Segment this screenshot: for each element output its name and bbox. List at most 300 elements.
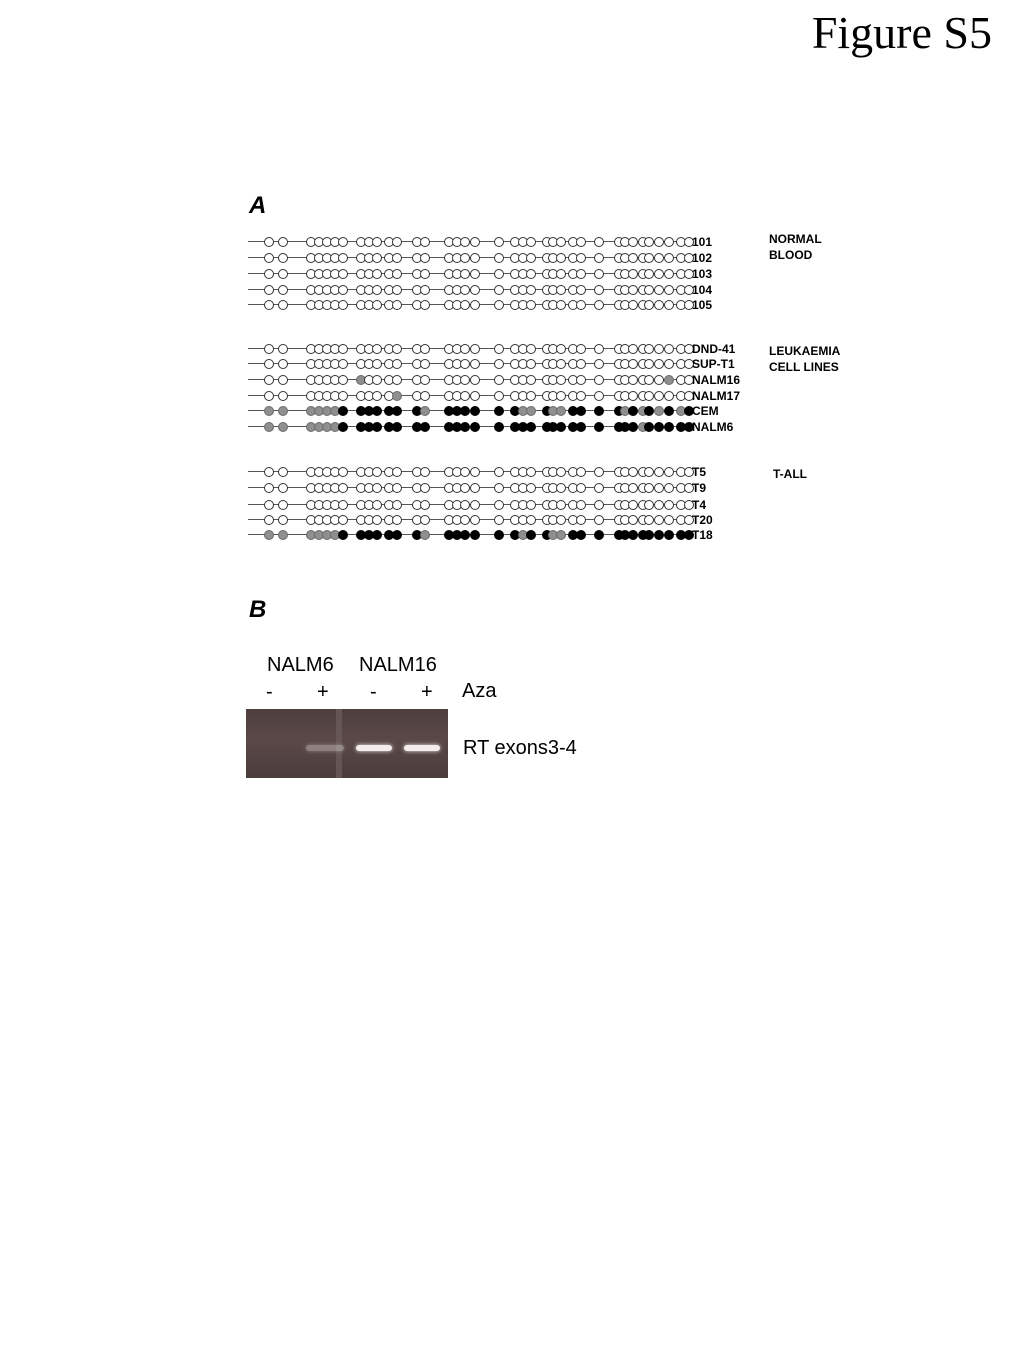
methylated-cpg — [338, 530, 348, 540]
treatment-label: Aza — [462, 680, 497, 702]
partially-methylated-cpg — [264, 530, 274, 540]
unmethylated-cpg — [628, 483, 638, 493]
methylated-cpg — [372, 530, 382, 540]
methylated-cpg — [594, 530, 604, 540]
group-label-line: NORMAL — [769, 232, 822, 246]
partially-methylated-cpg — [420, 530, 430, 540]
unmethylated-cpg — [338, 515, 348, 525]
unmethylated-cpg — [470, 285, 480, 295]
unmethylated-cpg — [338, 375, 348, 385]
unmethylated-cpg — [278, 253, 288, 263]
unmethylated-cpg — [644, 253, 654, 263]
unmethylated-cpg — [654, 285, 664, 295]
methylated-cpg — [526, 422, 536, 432]
unmethylated-cpg — [460, 375, 470, 385]
group-label-line: CELL LINES — [769, 360, 839, 374]
unmethylated-cpg — [460, 359, 470, 369]
methylated-cpg — [576, 422, 586, 432]
group-label-2 — [773, 466, 807, 482]
unmethylated-cpg — [460, 253, 470, 263]
unmethylated-cpg — [556, 359, 566, 369]
unmethylated-cpg — [470, 344, 480, 354]
unmethylated-cpg — [644, 391, 654, 401]
unmethylated-cpg — [594, 375, 604, 385]
unmethylated-cpg — [556, 253, 566, 263]
unmethylated-cpg — [264, 253, 274, 263]
group-label-line: BLOOD — [769, 248, 813, 262]
methylated-cpg — [338, 422, 348, 432]
unmethylated-cpg — [526, 285, 536, 295]
unmethylated-cpg — [392, 285, 402, 295]
unmethylated-cpg — [264, 269, 274, 279]
methylated-cpg — [494, 422, 504, 432]
unmethylated-cpg — [654, 253, 664, 263]
unmethylated-cpg — [526, 375, 536, 385]
unmethylated-cpg — [372, 515, 382, 525]
partially-methylated-cpg — [264, 406, 274, 416]
unmethylated-cpg — [278, 359, 288, 369]
unmethylated-cpg — [594, 269, 604, 279]
partially-methylated-cpg — [278, 406, 288, 416]
unmethylated-cpg — [576, 467, 586, 477]
unmethylated-cpg — [372, 391, 382, 401]
unmethylated-cpg — [556, 300, 566, 310]
methylation-row — [248, 283, 688, 297]
unmethylated-cpg — [264, 237, 274, 247]
unmethylated-cpg — [420, 237, 430, 247]
gel-cell-line-nalm16: NALM16 — [359, 654, 437, 676]
methylated-cpg — [420, 422, 430, 432]
unmethylated-cpg — [576, 391, 586, 401]
methylated-cpg — [628, 422, 638, 432]
unmethylated-cpg — [494, 483, 504, 493]
partially-methylated-cpg — [392, 391, 402, 401]
row-label: T5 — [692, 465, 707, 479]
unmethylated-cpg — [372, 359, 382, 369]
gel-band-3 — [356, 745, 392, 751]
unmethylated-cpg — [470, 269, 480, 279]
unmethylated-cpg — [664, 237, 674, 247]
unmethylated-cpg — [628, 237, 638, 247]
unmethylated-cpg — [644, 515, 654, 525]
unmethylated-cpg — [338, 467, 348, 477]
methylated-cpg — [392, 422, 402, 432]
unmethylated-cpg — [664, 359, 674, 369]
methylated-cpg — [494, 530, 504, 540]
unmethylated-cpg — [494, 515, 504, 525]
partially-methylated-cpg — [664, 375, 674, 385]
unmethylated-cpg — [470, 237, 480, 247]
unmethylated-cpg — [494, 300, 504, 310]
unmethylated-cpg — [576, 300, 586, 310]
unmethylated-cpg — [594, 253, 604, 263]
unmethylated-cpg — [644, 237, 654, 247]
methylation-row — [248, 251, 688, 265]
methylated-cpg — [576, 530, 586, 540]
unmethylated-cpg — [556, 500, 566, 510]
unmethylated-cpg — [264, 500, 274, 510]
unmethylated-cpg — [556, 467, 566, 477]
unmethylated-cpg — [278, 515, 288, 525]
unmethylated-cpg — [526, 467, 536, 477]
partially-methylated-cpg — [278, 530, 288, 540]
methylated-cpg — [470, 530, 480, 540]
unmethylated-cpg — [470, 300, 480, 310]
panel-b-letter: B — [249, 596, 267, 623]
unmethylated-cpg — [392, 467, 402, 477]
methylated-cpg — [460, 406, 470, 416]
unmethylated-cpg — [576, 500, 586, 510]
unmethylated-cpg — [264, 344, 274, 354]
unmethylated-cpg — [526, 269, 536, 279]
methylation-row — [248, 389, 688, 403]
row-label: T20 — [692, 513, 713, 527]
unmethylated-cpg — [264, 515, 274, 525]
methylation-row — [248, 465, 688, 479]
unmethylated-cpg — [372, 467, 382, 477]
unmethylated-cpg — [470, 515, 480, 525]
figure-title: Figure S5 — [811, 7, 992, 58]
unmethylated-cpg — [264, 359, 274, 369]
methylated-cpg — [644, 406, 654, 416]
unmethylated-cpg — [278, 467, 288, 477]
unmethylated-cpg — [576, 285, 586, 295]
unmethylated-cpg — [654, 500, 664, 510]
unmethylated-cpg — [628, 344, 638, 354]
unmethylated-cpg — [594, 344, 604, 354]
partially-methylated-cpg — [556, 530, 566, 540]
unmethylated-cpg — [644, 359, 654, 369]
methylated-cpg — [372, 422, 382, 432]
methylated-cpg — [392, 406, 402, 416]
methylated-cpg — [594, 406, 604, 416]
unmethylated-cpg — [494, 285, 504, 295]
unmethylated-cpg — [494, 467, 504, 477]
unmethylated-cpg — [372, 269, 382, 279]
unmethylated-cpg — [664, 500, 674, 510]
unmethylated-cpg — [644, 500, 654, 510]
unmethylated-cpg — [594, 300, 604, 310]
row-label: DND-41 — [692, 342, 736, 356]
methylated-cpg — [664, 530, 674, 540]
unmethylated-cpg — [664, 300, 674, 310]
unmethylated-cpg — [460, 500, 470, 510]
row-label: NALM16 — [692, 373, 741, 387]
unmethylated-cpg — [392, 359, 402, 369]
methylated-cpg — [628, 406, 638, 416]
methylated-cpg — [664, 422, 674, 432]
unmethylated-cpg — [654, 359, 664, 369]
unmethylated-cpg — [628, 300, 638, 310]
unmethylated-cpg — [576, 344, 586, 354]
unmethylated-cpg — [644, 300, 654, 310]
unmethylated-cpg — [420, 344, 430, 354]
unmethylated-cpg — [392, 344, 402, 354]
unmethylated-cpg — [494, 253, 504, 263]
unmethylated-cpg — [392, 237, 402, 247]
unmethylated-cpg — [594, 515, 604, 525]
unmethylated-cpg — [594, 483, 604, 493]
unmethylated-cpg — [644, 269, 654, 279]
unmethylated-cpg — [526, 344, 536, 354]
unmethylated-cpg — [372, 300, 382, 310]
unmethylated-cpg — [338, 500, 348, 510]
unmethylated-cpg — [594, 467, 604, 477]
unmethylated-cpg — [494, 391, 504, 401]
partially-methylated-cpg — [278, 422, 288, 432]
unmethylated-cpg — [278, 237, 288, 247]
unmethylated-cpg — [392, 515, 402, 525]
unmethylated-cpg — [494, 269, 504, 279]
unmethylated-cpg — [644, 285, 654, 295]
methylation-row — [248, 404, 688, 418]
unmethylated-cpg — [460, 391, 470, 401]
unmethylated-cpg — [338, 237, 348, 247]
unmethylated-cpg — [372, 375, 382, 385]
unmethylated-cpg — [664, 269, 674, 279]
methylation-row — [248, 528, 688, 542]
methylated-cpg — [460, 422, 470, 432]
unmethylated-cpg — [664, 467, 674, 477]
unmethylated-cpg — [494, 375, 504, 385]
unmethylated-cpg — [264, 285, 274, 295]
unmethylated-cpg — [664, 253, 674, 263]
unmethylated-cpg — [278, 269, 288, 279]
unmethylated-cpg — [556, 515, 566, 525]
methylated-cpg — [644, 530, 654, 540]
methylation-row — [248, 420, 688, 434]
unmethylated-cpg — [628, 269, 638, 279]
unmethylated-cpg — [556, 375, 566, 385]
gel-image — [246, 709, 448, 778]
methylation-row — [248, 298, 688, 312]
row-label: 101 — [692, 235, 713, 249]
unmethylated-cpg — [654, 515, 664, 525]
unmethylated-cpg — [338, 359, 348, 369]
unmethylated-cpg — [644, 467, 654, 477]
group-label-0 — [769, 231, 822, 263]
unmethylated-cpg — [460, 344, 470, 354]
unmethylated-cpg — [526, 391, 536, 401]
unmethylated-cpg — [556, 344, 566, 354]
unmethylated-cpg — [526, 237, 536, 247]
partially-methylated-cpg — [654, 406, 664, 416]
unmethylated-cpg — [278, 344, 288, 354]
unmethylated-cpg — [372, 500, 382, 510]
unmethylated-cpg — [420, 391, 430, 401]
unmethylated-cpg — [556, 483, 566, 493]
unmethylated-cpg — [576, 375, 586, 385]
methylated-cpg — [576, 406, 586, 416]
unmethylated-cpg — [338, 483, 348, 493]
row-label: NALM6 — [692, 420, 734, 434]
unmethylated-cpg — [644, 344, 654, 354]
unmethylated-cpg — [372, 344, 382, 354]
unmethylated-cpg — [576, 483, 586, 493]
unmethylated-cpg — [460, 515, 470, 525]
methylated-cpg — [594, 422, 604, 432]
unmethylated-cpg — [628, 285, 638, 295]
methylated-cpg — [392, 530, 402, 540]
panel-a-letter: A — [249, 192, 267, 219]
unmethylated-cpg — [264, 300, 274, 310]
unmethylated-cpg — [628, 467, 638, 477]
row-label: 103 — [692, 267, 713, 281]
partially-methylated-cpg — [556, 406, 566, 416]
unmethylated-cpg — [556, 285, 566, 295]
unmethylated-cpg — [338, 253, 348, 263]
unmethylated-cpg — [654, 375, 664, 385]
unmethylated-cpg — [654, 237, 664, 247]
unmethylated-cpg — [460, 483, 470, 493]
unmethylated-cpg — [526, 515, 536, 525]
methylation-row — [248, 267, 688, 281]
unmethylated-cpg — [664, 391, 674, 401]
unmethylated-cpg — [654, 344, 664, 354]
row-label: T18 — [692, 528, 713, 542]
unmethylated-cpg — [264, 467, 274, 477]
row-label: SUP-T1 — [692, 357, 735, 371]
unmethylated-cpg — [594, 237, 604, 247]
unmethylated-cpg — [594, 285, 604, 295]
unmethylated-cpg — [420, 359, 430, 369]
band-label: RT exons3-4 — [463, 737, 577, 759]
unmethylated-cpg — [576, 237, 586, 247]
gel-cell-line-nalm6: NALM6 — [267, 654, 334, 676]
methylation-row — [248, 513, 688, 527]
unmethylated-cpg — [420, 500, 430, 510]
unmethylated-cpg — [576, 253, 586, 263]
unmethylated-cpg — [372, 253, 382, 263]
unmethylated-cpg — [576, 359, 586, 369]
unmethylated-cpg — [420, 467, 430, 477]
unmethylated-cpg — [644, 375, 654, 385]
methylation-row — [248, 498, 688, 512]
unmethylated-cpg — [628, 253, 638, 263]
methylation-row — [248, 342, 688, 356]
unmethylated-cpg — [420, 483, 430, 493]
unmethylated-cpg — [420, 269, 430, 279]
lane-sign-2: + — [317, 681, 329, 703]
methylated-cpg — [338, 406, 348, 416]
row-label: NALM17 — [692, 389, 741, 403]
methylated-cpg — [628, 530, 638, 540]
unmethylated-cpg — [278, 391, 288, 401]
unmethylated-cpg — [278, 375, 288, 385]
partially-methylated-cpg — [526, 406, 536, 416]
methylated-cpg — [470, 406, 480, 416]
unmethylated-cpg — [654, 269, 664, 279]
unmethylated-cpg — [372, 285, 382, 295]
unmethylated-cpg — [420, 515, 430, 525]
unmethylated-cpg — [470, 375, 480, 385]
unmethylated-cpg — [654, 391, 664, 401]
unmethylated-cpg — [576, 515, 586, 525]
unmethylated-cpg — [264, 375, 274, 385]
methylation-row — [248, 373, 688, 387]
unmethylated-cpg — [420, 300, 430, 310]
methylated-cpg — [526, 530, 536, 540]
lane-sign-4: + — [421, 681, 433, 703]
methylated-cpg — [460, 530, 470, 540]
row-label: CEM — [692, 404, 719, 418]
gel-band-2 — [306, 745, 344, 751]
unmethylated-cpg — [628, 375, 638, 385]
unmethylated-cpg — [594, 500, 604, 510]
unmethylated-cpg — [470, 253, 480, 263]
unmethylated-cpg — [392, 269, 402, 279]
unmethylated-cpg — [664, 515, 674, 525]
lane-sign-1: - — [266, 681, 273, 703]
unmethylated-cpg — [556, 269, 566, 279]
unmethylated-cpg — [576, 269, 586, 279]
unmethylated-cpg — [594, 359, 604, 369]
row-label: 102 — [692, 251, 713, 265]
unmethylated-cpg — [460, 237, 470, 247]
unmethylated-cpg — [654, 467, 664, 477]
unmethylated-cpg — [470, 483, 480, 493]
group-label-line: LEUKAEMIA — [769, 344, 841, 358]
unmethylated-cpg — [460, 467, 470, 477]
unmethylated-cpg — [420, 253, 430, 263]
methylated-cpg — [470, 422, 480, 432]
unmethylated-cpg — [420, 285, 430, 295]
lane-sign-3: - — [370, 681, 377, 703]
unmethylated-cpg — [494, 500, 504, 510]
partially-methylated-cpg — [264, 422, 274, 432]
unmethylated-cpg — [594, 391, 604, 401]
methylated-cpg — [494, 406, 504, 416]
unmethylated-cpg — [372, 237, 382, 247]
unmethylated-cpg — [470, 359, 480, 369]
row-label: 105 — [692, 298, 713, 312]
unmethylated-cpg — [526, 483, 536, 493]
unmethylated-cpg — [628, 391, 638, 401]
unmethylated-cpg — [278, 483, 288, 493]
unmethylated-cpg — [338, 344, 348, 354]
unmethylated-cpg — [628, 515, 638, 525]
unmethylated-cpg — [460, 285, 470, 295]
unmethylated-cpg — [664, 344, 674, 354]
unmethylated-cpg — [628, 500, 638, 510]
unmethylated-cpg — [526, 300, 536, 310]
unmethylated-cpg — [420, 375, 430, 385]
unmethylated-cpg — [494, 344, 504, 354]
methylated-cpg — [556, 422, 566, 432]
row-label: 104 — [692, 283, 713, 297]
unmethylated-cpg — [654, 483, 664, 493]
unmethylated-cpg — [278, 285, 288, 295]
methylation-row — [248, 235, 688, 249]
unmethylated-cpg — [664, 285, 674, 295]
unmethylated-cpg — [264, 483, 274, 493]
methylated-cpg — [372, 406, 382, 416]
unmethylated-cpg — [372, 483, 382, 493]
unmethylated-cpg — [338, 300, 348, 310]
unmethylated-cpg — [392, 483, 402, 493]
methylated-cpg — [664, 406, 674, 416]
unmethylated-cpg — [278, 300, 288, 310]
unmethylated-cpg — [556, 237, 566, 247]
methylated-cpg — [654, 422, 664, 432]
unmethylated-cpg — [526, 359, 536, 369]
unmethylated-cpg — [338, 391, 348, 401]
unmethylated-cpg — [470, 500, 480, 510]
methylated-cpg — [654, 530, 664, 540]
gel-seam — [336, 709, 342, 778]
unmethylated-cpg — [392, 253, 402, 263]
row-label: T9 — [692, 481, 707, 495]
